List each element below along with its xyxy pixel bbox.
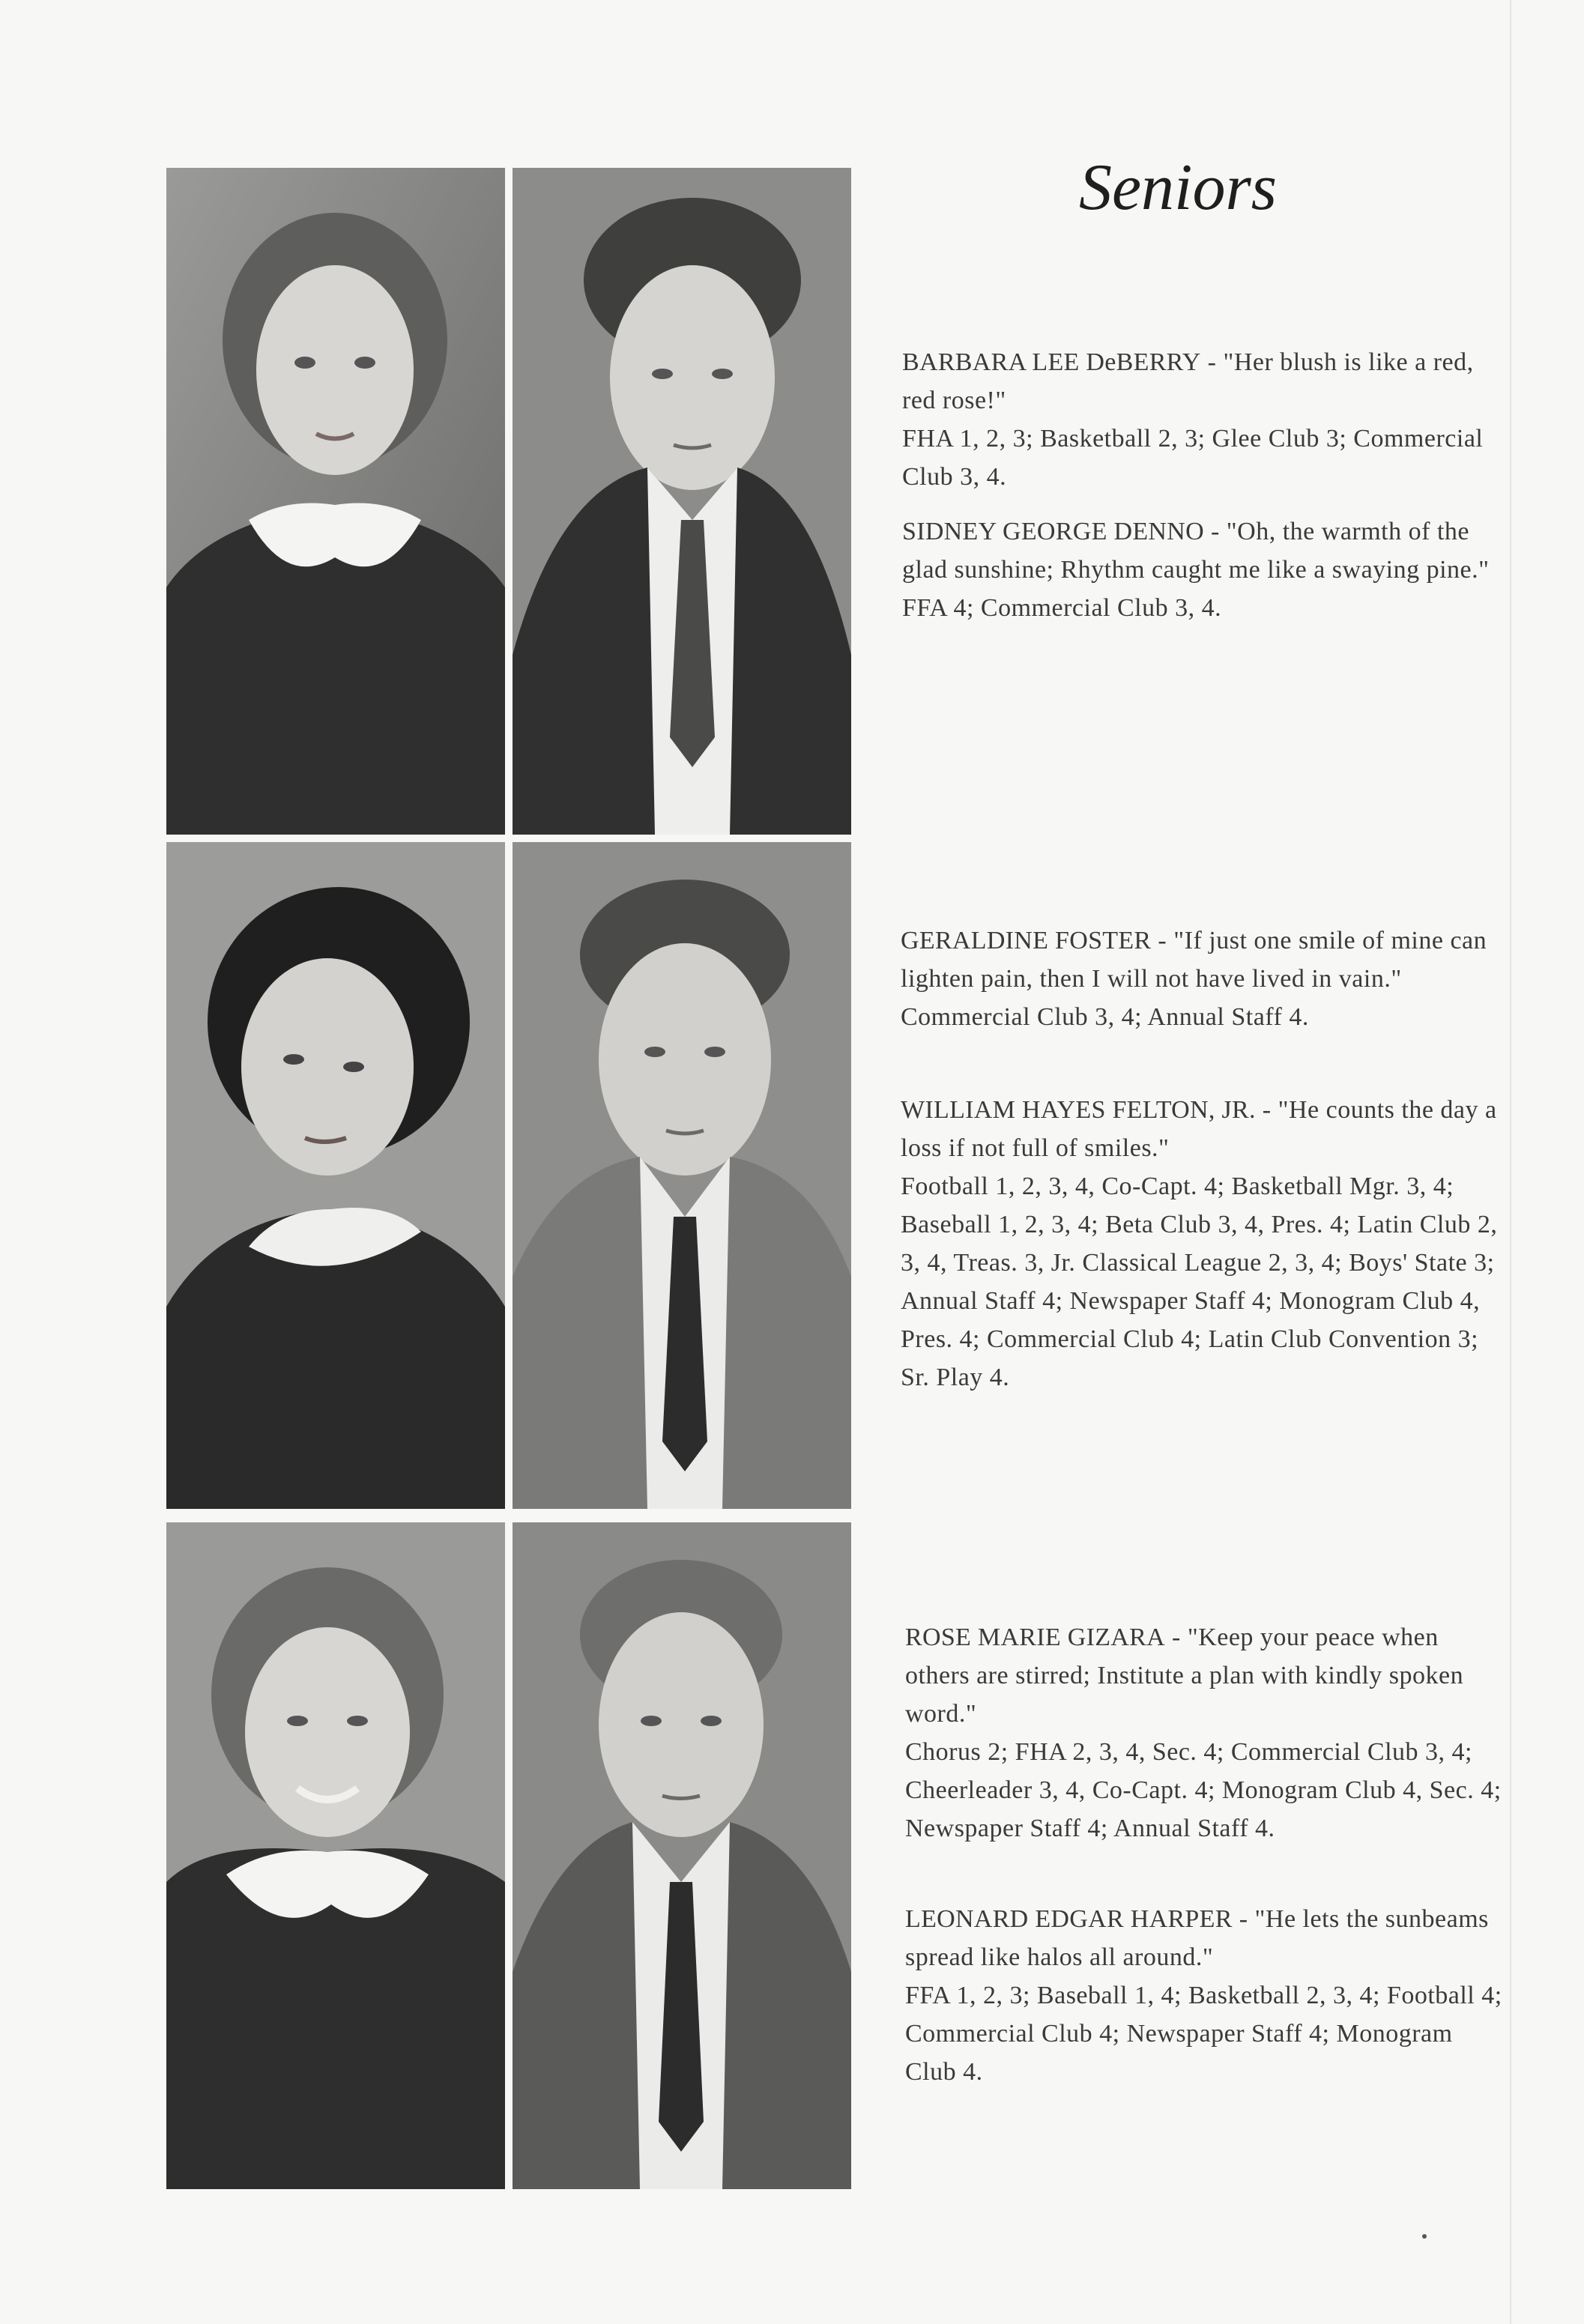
senior-activities: FHA 1, 2, 3; Basketball 2, 3; Glee Club 3; Commercial Club 3, 4.: [902, 425, 1484, 491]
senior-name: WILLIAM HAYES FELTON, JR.: [901, 1096, 1256, 1124]
senior-activities: Football 1, 2, 3, 4, Co-Capt. 4; Basketball Mgr. 3, 4; Baseball 1, 2, 3, 4; Beta Club 3, 4, Pres. 4; Latin Club 2, 3, 4, Treas. 3, Jr. Classical League 2, 3, 4; Boys' State 3; Annual Staff 4; Newspaper Staff 4; Monogram Club 4, Pres. 4; Commercial Club 4; Latin Club Convention 3; Sr. Play 4.: [901, 1172, 1498, 1391]
portrait-william-felton: [513, 842, 851, 1509]
senior-bio: [905, 1900, 1505, 2091]
page-mark: [1422, 2234, 1427, 2239]
senior-activities: FFA 4; Commercial Club 3, 4.: [902, 594, 1222, 622]
senior-quote: - "If just one smile of mine can lighten pain, then I will not have lived in vain.": [901, 927, 1487, 993]
senior-bio: [901, 922, 1500, 1036]
portrait-leonard-harper: [513, 1522, 851, 2189]
senior-quote: - "Her blush is like a red, red rose!": [902, 348, 1474, 414]
page-title: Seniors: [1079, 151, 1277, 224]
senior-bio: [901, 1091, 1500, 1396]
page-edge: [1510, 0, 1511, 2324]
senior-activities: Chorus 2; FHA 2, 3, 4, Sec. 4; Commercial Club 3, 4; Cheerleader 3, 4, Co-Capt. 4; Monogram Club 4, Sec. 4; Newspaper Staff 4; Annual Staff 4.: [905, 1738, 1502, 1842]
senior-bio: [902, 512, 1502, 627]
senior-quote: - "Oh, the warmth of the glad sunshine; Rhythm caught me like a swaying pine.": [902, 518, 1490, 584]
portrait-grid: [166, 168, 845, 2192]
senior-quote: - "Keep your peace when others are stirred; Institute a plan with kindly spoken word.": [905, 1624, 1464, 1728]
senior-quote: - "He counts the day a loss if not full of smiles.": [901, 1096, 1497, 1162]
portrait-geraldine-foster: [166, 842, 505, 1509]
portrait-rose-gizara: [166, 1522, 505, 2189]
senior-name: BARBARA LEE DeBERRY: [902, 348, 1201, 376]
senior-activities: FFA 1, 2, 3; Baseball 1, 4; Basketball 2, 3, 4; Football 4; Commercial Club 4; Newspaper Staff 4; Monogram Club 4.: [905, 1982, 1502, 2086]
senior-activities: Commercial Club 3, 4; Annual Staff 4.: [901, 1003, 1309, 1031]
senior-name: GERALDINE FOSTER: [901, 927, 1152, 954]
portrait-sidney-denno: [513, 168, 851, 835]
senior-name: SIDNEY GEORGE DENNO: [902, 518, 1204, 545]
senior-name: LEONARD EDGAR HARPER: [905, 1905, 1233, 1933]
senior-bio: [905, 1618, 1505, 1848]
senior-bio: [902, 343, 1502, 496]
portrait-barbara-deberry: [166, 168, 505, 835]
senior-quote: - "He lets the sunbeams spread like halos all around.": [905, 1905, 1489, 1971]
senior-name: ROSE MARIE GIZARA: [905, 1624, 1165, 1651]
